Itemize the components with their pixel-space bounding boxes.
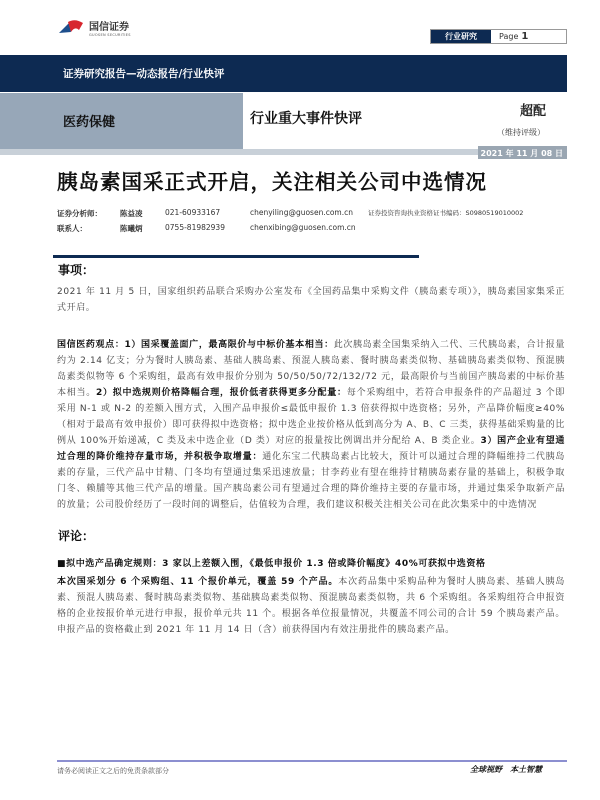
sector-label: 医药保健 — [0, 93, 243, 149]
event-text: 2021 年 11 月 5 日，国家组织药品联合采购办公室发布《全国药品集中采购文件（胰岛素专项）》，胰岛素国家集采正式开启。 — [57, 287, 565, 313]
company-logo — [57, 16, 147, 42]
view-point-3-title: 3）国产企业有望通过合理的降价维持存量市场，并积极争取增量： — [57, 436, 566, 462]
view-paragraph — [57, 337, 565, 513]
view-point-2-title: 2）拟中选规则价格降幅合理，报价低者获得更多分配量： — [96, 388, 347, 398]
event-heading: 事项： — [58, 263, 95, 277]
comment-bullet: ■拟中选产品确定规则：3 家以上差额入围，《最低申报价 1.3 倍或降价幅度》40%可获拟中选资格 — [57, 559, 486, 569]
analyst-label: 证券分析师： — [57, 209, 102, 218]
analyst-name: 陈益凌 — [120, 209, 143, 218]
contact-label: 联系人： — [57, 224, 87, 233]
logo-bird-icon — [57, 18, 85, 40]
logo-text: 国信证券 — [89, 21, 129, 33]
report-date: 2021 年 11 月 08 日 — [478, 146, 567, 159]
logo-subtext: GUOSEN SECURITIES — [89, 32, 131, 37]
view-point-3-text: 通化东宝二代胰岛素占比较大，预计可以通过合理的降幅维持二代胰岛素的存量，三代产品中甘精、门冬均有望通过集采迅速放量；甘李药业有望在维持甘精胰岛素存量的基础上，积极争取门冬、赖脯等其他三代产品的增量。国产胰岛素公司有望通过合理的降价维持主要的存量市场，并通过集采争取新产品的放量；公司股价经历了一段时间的调整后，估值较为合理，我们建议积极关注相关公司在此次集采中的中选情况 — [57, 452, 565, 510]
contact-row — [57, 223, 368, 234]
comment-text: 本次药品集中采购品种为餐时人胰岛素、基础人胰岛素、预混人胰岛素、餐时胰岛素类似物、基础胰岛素类似物、预混胰岛素类似物，共 6 个采购组。各采购组符合申报资格的企业按报价单元进行申报，报价单元共 11 个。根据各单位报量情况，共覆盖不同公司的合计 59 个胰岛素产品。申报产品的资格截止到 2021 年 11 月 14 日（含）前获得国内有效注册批件的胰岛素产品。 — [57, 577, 565, 635]
footer-disclaimer: 请务必阅读正文之后的免责条款部分 — [57, 767, 169, 775]
rating: 超配 — [520, 104, 547, 119]
comment-lead: 本次国采划分 6 个采购组、11 个报价单元，覆盖 59 个产品。 — [57, 577, 339, 587]
footer-divider — [57, 760, 567, 762]
page-title: 胰岛素国采正式开启，关注相关公司中选情况 — [57, 170, 487, 194]
comment-heading: 评论： — [58, 529, 95, 543]
report-type-banner: 证券研究报告—动态报告/行业快评 — [0, 55, 567, 92]
view-point-1-text: 此次胰岛素全国集采纳入二代、三代胰岛素，合计报量约为 2.14 亿支；分为餐时人胰岛素、基础人胰岛素、预混人胰岛素、餐时胰岛素类似物、基础胰岛素类似物、预混胰岛素类似物等 6 个采购组，最高有效申报价分别为 50/50/50/72/132/72 元，最高限价与当前国产胰岛素的中标价基本相当。 — [57, 340, 566, 398]
comment-paragraph — [57, 574, 565, 638]
page-number: 1 — [521, 31, 529, 42]
header-tag — [430, 29, 567, 44]
analyst-email[interactable]: chenyiling@guosen.com.cn — [250, 208, 353, 217]
report-subtitle: 行业重大事件快评 — [250, 111, 362, 127]
contact-email[interactable]: chenxibing@guosen.com.cn — [250, 223, 356, 232]
analyst-license: 证券投资咨询执业资格证书编码：S0980519010002 — [368, 209, 524, 217]
contact-phone: 0755-81982939 — [165, 223, 225, 232]
rating-note: （维持评级） — [497, 128, 545, 137]
page-indicator — [491, 30, 528, 43]
view-point-2-text: 每个采购组中，若符合申报条件的产品超过 3 个即采用 N-1 或 N-2 的差额入围方式，入围产品申报价≤最低申报价 1.3 倍获得拟中选资格；另外，产品降价幅度≥40%（相对于最高有效申报价）即可获得拟中选资格；拟中选企业按价格从低到高分为 A、B、C 三类，获得基础采购量的比例从 100%开始递减，C 类及未中选企业（D 类）对应的报量按比例调出并分配给 A、B 类企业。 — [57, 388, 565, 446]
report-category: 行业研究 — [431, 30, 491, 43]
footer-slogan: 全球视野 本土智慧 — [470, 765, 542, 774]
contact-name: 陈曦炳 — [120, 224, 143, 233]
page-label: Page — [499, 32, 519, 41]
analyst-row — [57, 208, 523, 219]
analyst-phone: 021-60933167 — [165, 208, 221, 217]
section-divider — [53, 255, 419, 258]
view-point-1-title: 国信医药观点：1）国采覆盖面广，最高限价与中标价基本相当： — [57, 340, 334, 350]
